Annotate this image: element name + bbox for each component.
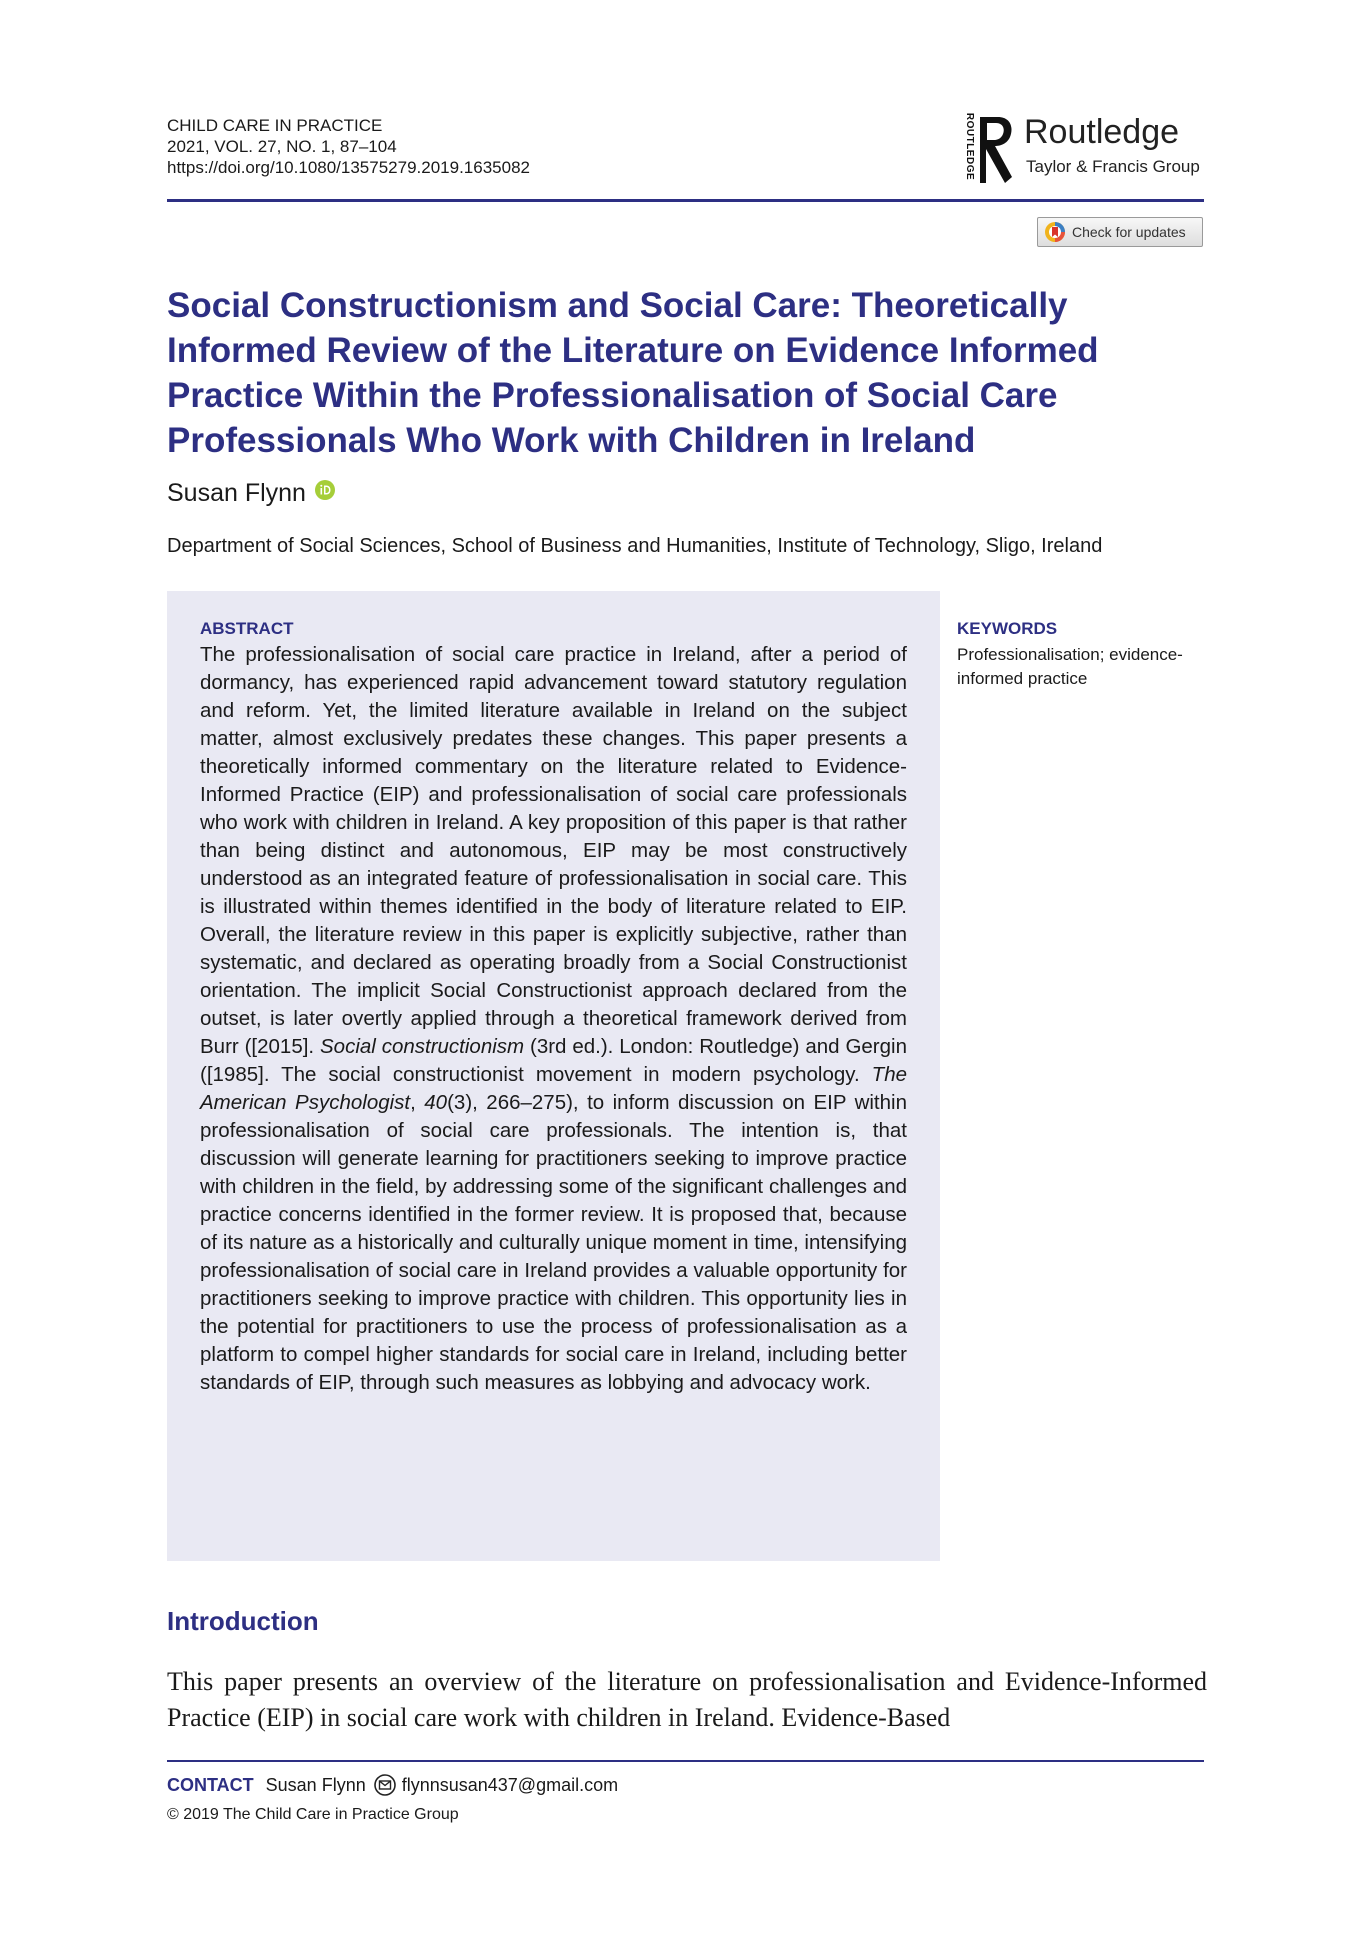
introduction-heading: Introduction — [167, 1606, 319, 1636]
keywords-list: Professionalisation; evidence-informed practice — [957, 645, 1183, 688]
publisher-vertical-text: ROUTLEDGE — [964, 112, 976, 181]
abstract-italic-journal: The American Psychologist — [200, 1063, 907, 1114]
keywords-heading: KEYWORDS — [957, 619, 1058, 638]
publisher-name: Routledge — [1024, 113, 1180, 151]
publisher-logo[interactable] — [962, 113, 1207, 188]
footer-rule — [167, 1760, 1204, 1762]
journal-meta — [167, 115, 530, 178]
crossmark-icon — [1044, 221, 1066, 243]
check-for-updates-label: Check for updates — [1072, 224, 1186, 240]
abstract-heading: ABSTRACT — [200, 619, 294, 638]
abstract-italic-book: Social constructionism — [320, 1035, 525, 1058]
author-name[interactable]: Susan Flynn — [167, 479, 306, 507]
orcid-icon[interactable] — [315, 480, 335, 500]
abstract-text: The professionalisation of social care practice in Ireland, after a period of dormancy, has experienced rapid advancement toward statutory regulation and reform. Yet, the limited literature available in Ireland on the subject matter, almost exclusively predates these changes. This paper presents a theoretically informed commentary on the literature related to Evidence-Informed Practice (EIP) and professionalisation of social care professionals who work with children in Ireland. A key proposition of this paper is that rather than being distinct and autonomous, EIP may be most constructively understood as an integrated feature of professionalisation in social care. This is illustrated within themes identified in the body of literature related to EIP. Overall, the literature review in this paper is explicitly subjective, rather than systematic, and declared as operating broadly from a Social Constructionist orientation. The implicit Social Constructionist approach declared from the outset, is later overtly applied through a theoretical framework derived from Burr ([2015]. Social constructionism (3rd ed.). London: Routledge) and Gergin ([1985]. The social constructionist movement in modern psychology. The American Psychologist, 40(3), 266–275), to inform discussion on EIP within professionalisation of social care professionals. The intention is, that discussion will generate learning for practitioners seeking to improve practice with children in the field, by addressing some of the significant challenges and practice concerns identified in the former review. It is proposed that, because of its nature as a historically and culturally unique moment in time, intensifying professionalisation of social care in Ireland provides a valuable opportunity for practitioners seeking to improve practice with children. This opportunity lies in the potential for practitioners to use the process of professionalisation as a platform to compel higher standards for social care in Ireland, including better standards of EIP, through such measures as lobbying and advocacy work. — [200, 643, 907, 1394]
contact-email[interactable]: flynnsusan437@gmail.com — [401, 1774, 619, 1795]
header-rule — [167, 199, 1204, 202]
contact-row — [167, 1774, 618, 1796]
check-for-updates-button[interactable] — [1037, 217, 1203, 247]
journal-volume: 2021, VOL. 27, NO. 1, 87–104 — [167, 137, 397, 156]
copyright: © 2019 The Child Care in Practice Group — [167, 1806, 459, 1823]
contact-label: CONTACT — [167, 1774, 254, 1795]
contact-name: Susan Flynn — [265, 1774, 366, 1795]
author-row — [167, 479, 335, 508]
introduction-paragraph: This paper presents an overview of the literature on professionalisation and Evidence-Informed Practice (EIP) in social care work with children in Ireland. Evidence-Based — [167, 1667, 1207, 1732]
envelope-icon — [374, 1774, 396, 1796]
publisher-group: Taylor & Francis Group — [1026, 157, 1200, 176]
article-title: Social Constructionism and Social Care: Theoretically Informed Review of the Literature on Evidence Informed Practice Within the Professionalisation of Social Care Professionals Who Work with Children in Ireland — [167, 286, 1099, 460]
routledge-r-icon — [980, 115, 1016, 185]
journal-name: CHILD CARE IN PRACTICE — [167, 116, 383, 135]
author-affiliation: Department of Social Sciences, School of Business and Humanities, Institute of Technology, Sligo, Ireland — [167, 535, 1103, 557]
abstract-italic-volume: 40 — [424, 1091, 448, 1114]
journal-doi[interactable]: https://doi.org/10.1080/13575279.2019.1635082 — [167, 158, 530, 177]
